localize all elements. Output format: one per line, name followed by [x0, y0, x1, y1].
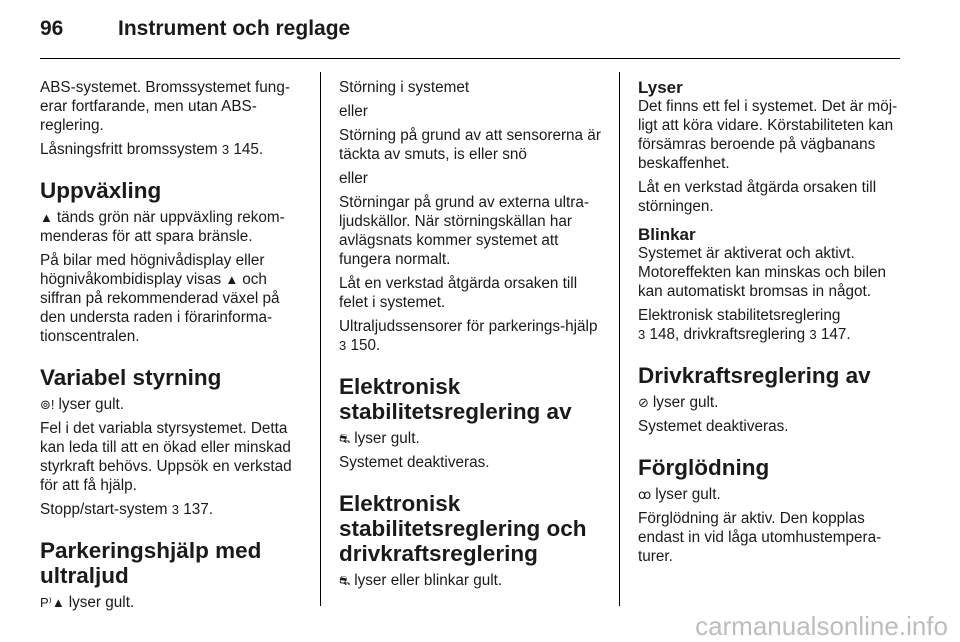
traction-control-off-icon: ⊘	[638, 395, 649, 410]
page-ref-arrow-icon: 3	[638, 327, 646, 342]
watermark: carmanualsonline.info	[695, 611, 948, 641]
paragraph: eller	[339, 103, 368, 120]
subsection-heading: Blinkar	[638, 225, 696, 244]
parking-assist-icon: P⁾▲	[40, 595, 65, 610]
page-ref-arrow-icon: 3	[221, 142, 230, 157]
paragraph: ⛐ lyser gult.	[339, 430, 420, 447]
glow-plug-icon: ꝏ	[638, 487, 652, 502]
paragraph: Systemet är aktiverat och aktivt. Motoreffekten kan minskas och bilen kan automatiskt bromsas in något.	[638, 245, 886, 300]
paragraph: eller	[339, 170, 368, 187]
paragraph: Ultraljudssensorer för parkerings-hjälp 3 150.	[339, 318, 598, 354]
paragraph: Fel i det variabla styrsystemet. Detta kan leda till att en ökad eller minskad styrkraft behövs. Uppsök en verkstad för att få hjälp.	[40, 420, 292, 494]
up-shift-icon: ▲	[40, 210, 53, 225]
column-divider-1	[320, 72, 321, 606]
subsection-heading: Lyser	[638, 78, 683, 97]
column-divider-2	[619, 72, 620, 606]
section-heading: Drivkraftsreglering av	[638, 363, 871, 388]
section-heading: Parkeringshjälp med ultraljud	[40, 538, 262, 588]
paragraph: ABS-systemet. Bromssystemet fung-erar fortfarande, men utan ABS-reglering.	[40, 79, 290, 134]
paragraph: ⊘ lyser gult.	[638, 394, 719, 411]
paragraph: Störningar på grund av externa ultra-ljudskällor. När störningskällan har avlägsnats kommer systemet att fungera normalt.	[339, 194, 589, 268]
paragraph: Störning i systemet	[339, 79, 470, 96]
paragraph: Stopp/start-system 3 137.	[40, 501, 214, 518]
section-heading: Elektronisk stabilitetsreglering och drivkraftsreglering	[339, 491, 587, 566]
page-title: Instrument och reglage	[118, 17, 351, 40]
paragraph: Systemet deaktiveras.	[339, 454, 490, 471]
paragraph: ꝏ lyser gult.	[638, 486, 721, 503]
paragraph: Förglödning är aktiv. Den kopplas endast in vid låga utomhustempera-turer.	[638, 510, 882, 565]
paragraph: Systemet deaktiveras.	[638, 418, 789, 435]
paragraph: P⁾▲ lyser gult.	[40, 594, 135, 611]
page-ref-link[interactable]: 150.	[350, 337, 381, 354]
up-shift-icon: ▲	[225, 272, 239, 287]
section-heading: Förglödning	[638, 455, 770, 480]
paragraph: ⊚! lyser gult.	[40, 396, 124, 413]
paragraph: Störning på grund av att sensorerna är täckta av smuts, is eller snö	[339, 127, 601, 163]
column-1	[40, 78, 308, 617]
paragraph: Låt en verkstad åtgärda orsaken till felet i systemet.	[339, 275, 578, 311]
steering-warning-icon: ⊚!	[40, 397, 55, 412]
page-ref-link[interactable]: 137.	[183, 501, 214, 518]
page-ref-arrow-icon: 3	[339, 338, 347, 353]
column-2	[339, 78, 607, 595]
page-header	[40, 17, 350, 47]
esc-icon: ⛐	[339, 573, 351, 588]
section-heading: Uppväxling	[40, 178, 162, 203]
paragraph: Låsningsfritt bromssystem 3 145.	[40, 141, 264, 158]
paragraph: Elektronisk stabilitetsreglering 3 148, drivkraftsreglering 3 147.	[638, 307, 851, 343]
section-heading: Variabel styrning	[40, 365, 222, 390]
paragraph: ▲ tänds grön när uppväxling rekom-menderas för att spara bränsle.	[40, 209, 285, 245]
esc-off-icon: ⛐	[339, 431, 351, 446]
paragraph: På bilar med högnivådisplay eller högnivåkombidisplay visas ▲ och siffran på rekommenderad växel på den understa raden i förarinforma-tionscentralen.	[40, 252, 280, 345]
page-ref-link[interactable]: 145.	[233, 141, 264, 158]
page-ref-link[interactable]: 147.	[820, 326, 851, 343]
page-ref-arrow-icon: 3	[171, 502, 179, 517]
paragraph: Det finns ett fel i systemet. Det är möj-ligt att köra vidare. Körstabiliteten kan försämras beroende på vägbanans beskaffenhet.	[638, 98, 898, 172]
page-ref-link[interactable]: 148, drivkraftsreglering	[649, 326, 806, 343]
page-number: 96	[40, 17, 64, 40]
page-ref-arrow-icon: 3	[809, 327, 817, 342]
paragraph: Låt en verkstad åtgärda orsaken till störningen.	[638, 179, 877, 215]
column-3	[638, 78, 906, 571]
paragraph: ⛐ lyser eller blinkar gult.	[339, 572, 503, 589]
section-heading: Elektronisk stabilitetsreglering av	[339, 374, 572, 424]
header-rule	[40, 58, 900, 59]
